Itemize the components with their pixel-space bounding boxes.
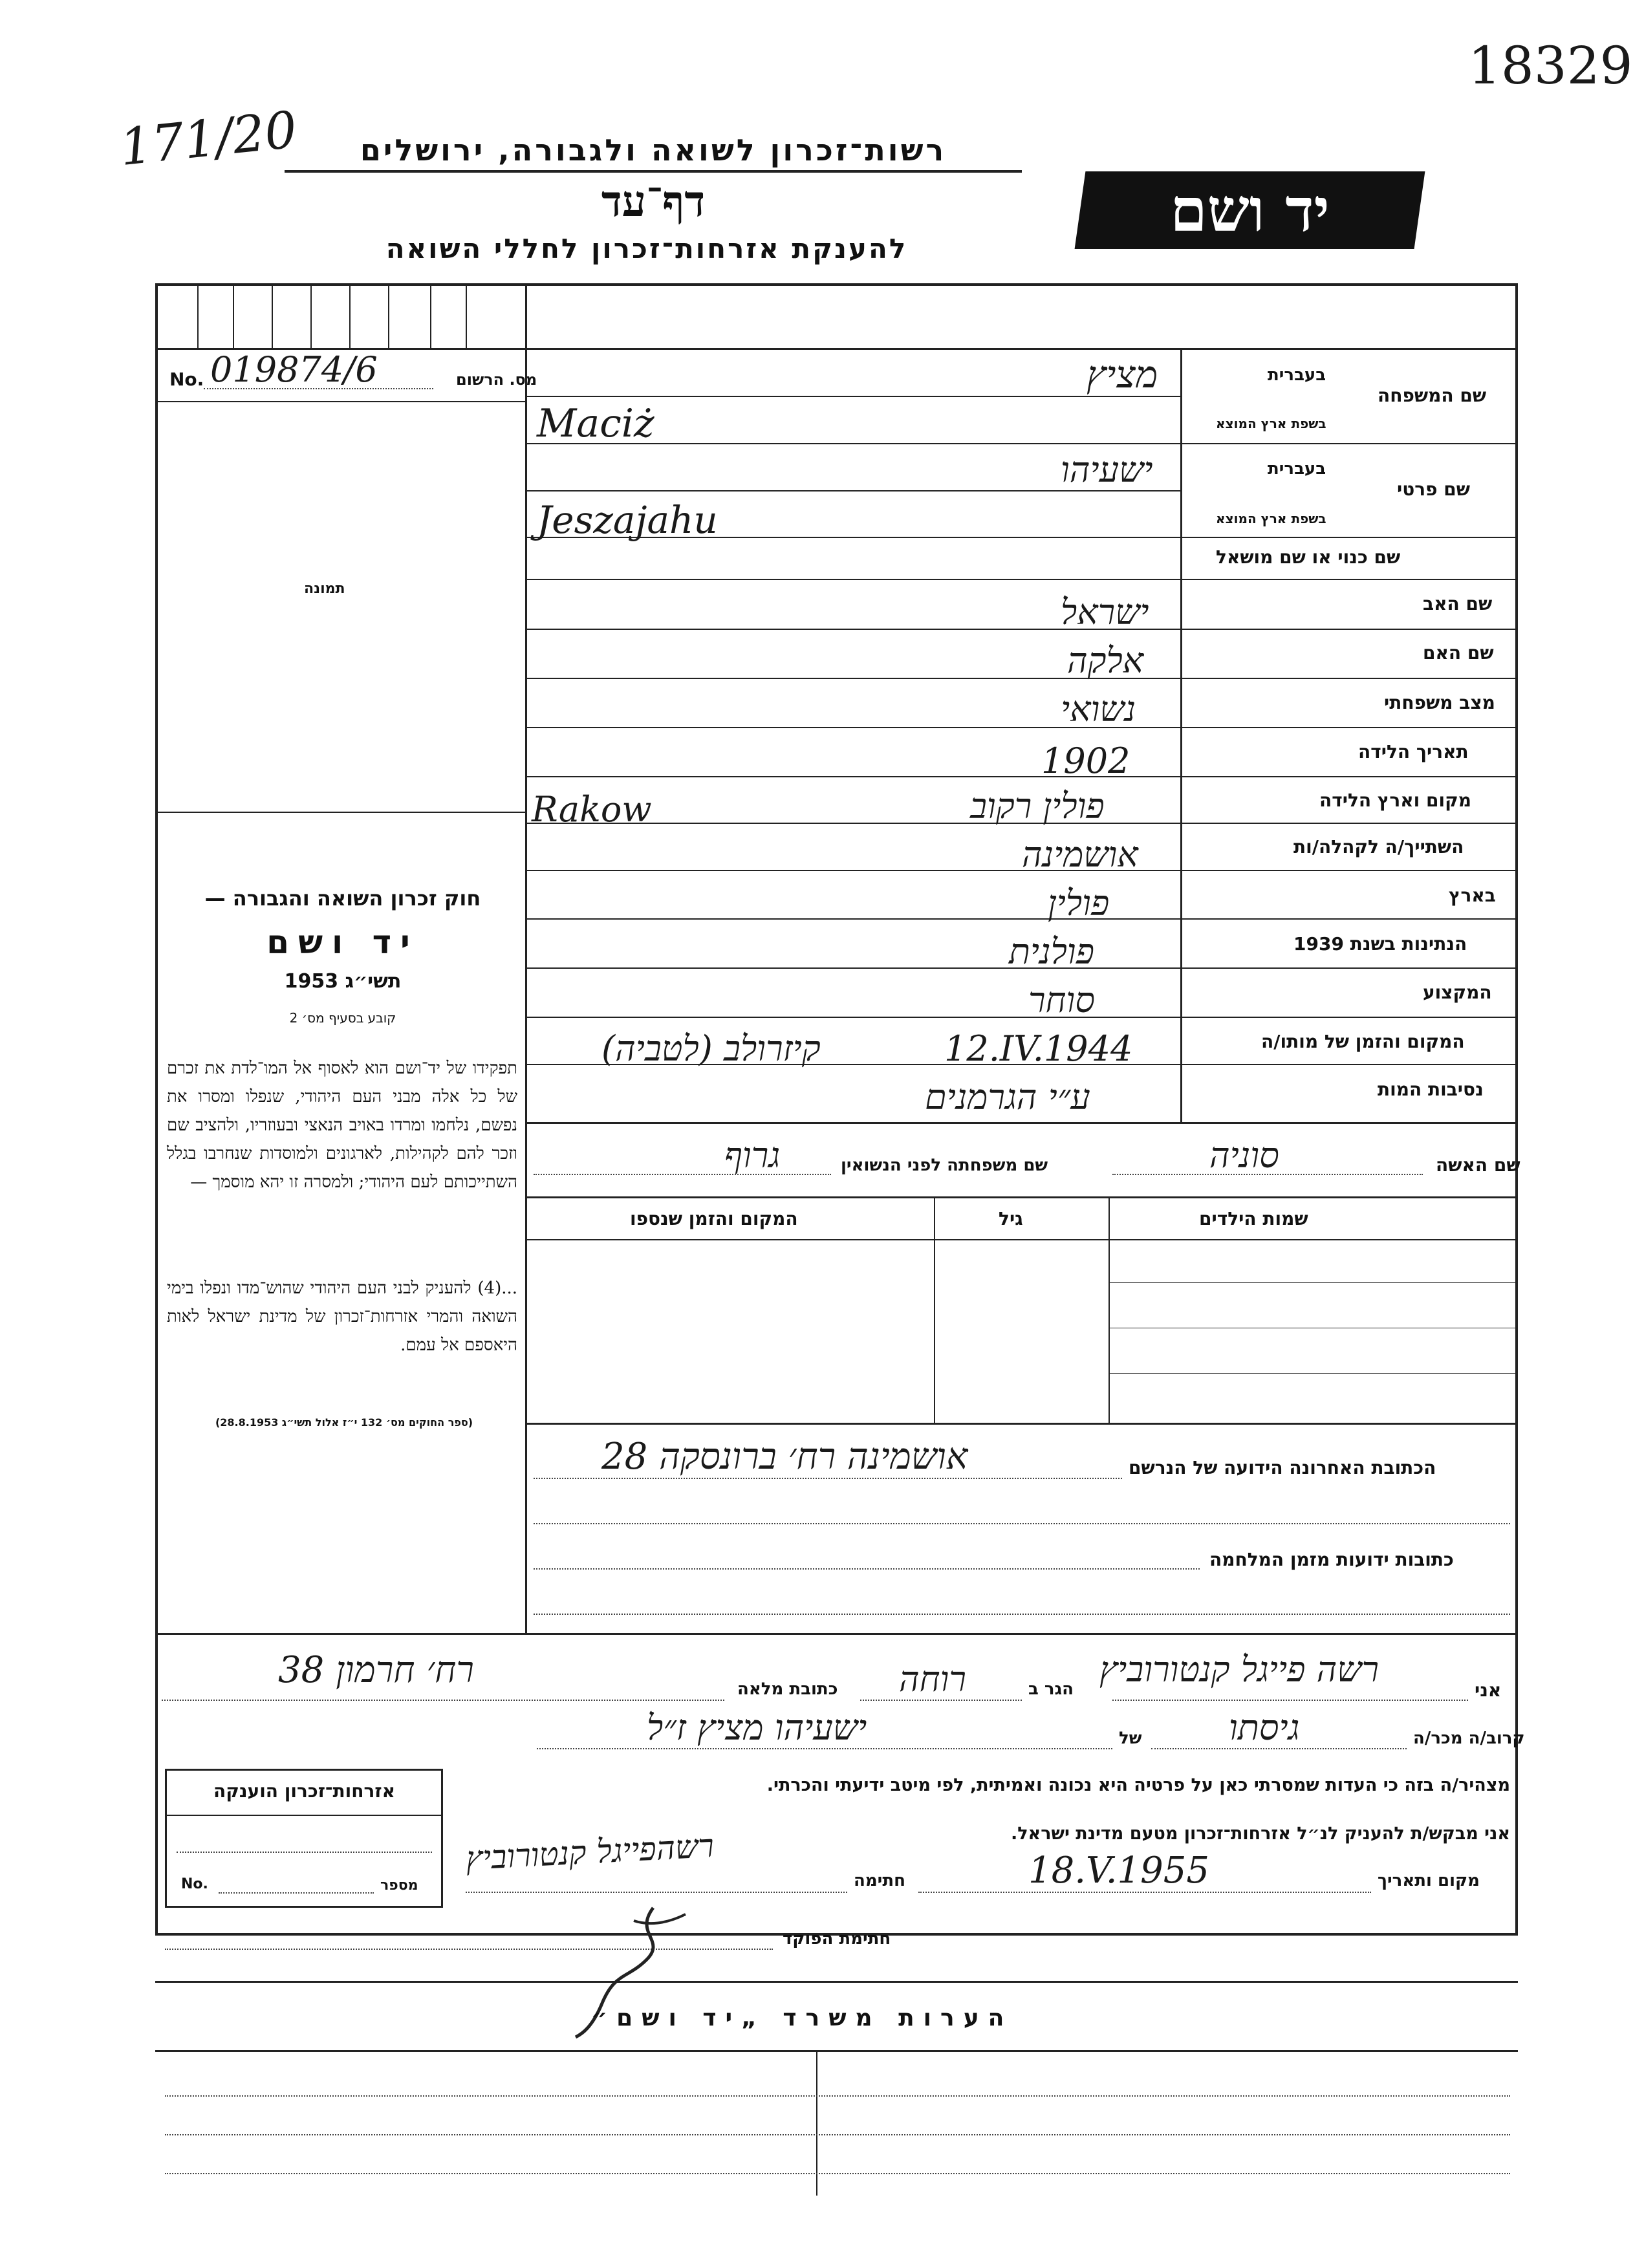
birthplace-latin-value: Rakow [532, 789, 652, 830]
death-date-value: 12.IV.1944 [944, 1028, 1133, 1069]
grant-no-label: No. [181, 1876, 208, 1892]
citizenship-value: פולנית [1009, 931, 1095, 972]
surname-native-sublabel: בשפת ארץ המוצא [1216, 416, 1326, 431]
grant-box-title: אזרחות־זכרון הוענקה [213, 1780, 395, 1802]
occupation-label: המקצוע [1423, 982, 1492, 1003]
community-value: אושמינה [1022, 834, 1138, 875]
surname-label: שם המשפחה [1378, 385, 1487, 406]
first-native-value: Jeszajahu [537, 498, 718, 542]
relation-label: קרוב/ה מכר/ה [1413, 1729, 1525, 1748]
mother-label: שם האם [1423, 642, 1494, 664]
grant-box [165, 1769, 443, 1908]
father-label: שם האב [1423, 593, 1493, 614]
authority-title: רשות־זכרון לשואה ולגבורה, ירושלים [285, 133, 1022, 173]
birthplace-label: מקום וארץ הלידה [1319, 790, 1471, 811]
maiden-label: שם משפחתה לפני הנשואין [841, 1156, 1048, 1175]
place-date-value: 18.V.1955 [1028, 1850, 1210, 1892]
surname-hebrew-sublabel: בעברית [1268, 365, 1326, 385]
first-hebrew-value: ישעיהו [1061, 449, 1153, 490]
cause-value: ע״י הגרמנים [925, 1077, 1090, 1118]
children-header-age: גיל [999, 1208, 1023, 1229]
occupation-value: סוחר [1028, 980, 1096, 1021]
last-address-label: הכתובת האחרונה הידועה של הנרשם [1129, 1457, 1436, 1478]
mother-value: אלקה [1067, 640, 1144, 681]
community-label: השתייך/ה לקהלה/ות [1293, 836, 1464, 858]
page-title: דף־עד [601, 176, 706, 226]
law-year: תשי״ג 1953 [284, 970, 402, 993]
statement-2: אני מבקש/ת להעניק לנ״ל אזרחות־זכרון מטעם מדינת ישראל. [1010, 1824, 1510, 1844]
marital-value: נשואי [1061, 689, 1136, 729]
law-source: (ספר החוקים מס׳ 132 י״ז אלול תשי״ג 28.8.1953) [215, 1416, 473, 1429]
registration-number: 019874/6 [210, 349, 378, 390]
maiden-value: גרוף [724, 1135, 781, 1176]
country-label: בארץ [1449, 885, 1496, 906]
citizenship-label: הנתינות בשנת 1939 [1293, 933, 1467, 955]
photo-label: תמונה [304, 581, 345, 597]
office-notes-title: הערות משרד „יד ושם״ [590, 2005, 1013, 2031]
law-name: יד ושם [266, 923, 419, 961]
death-place-value: קיזרולב (לטביה) [601, 1028, 821, 1069]
nickname-label: שם כנוי או שם מושאל [1216, 546, 1401, 568]
first-hebrew-sublabel: בעברית [1268, 459, 1326, 479]
children-header-names: שמות הילדים [1199, 1208, 1308, 1229]
declarant-i-label: אני [1475, 1679, 1502, 1701]
law-paragraph-2: ...(4) להעניק לבני העם היהודי שהוש־מדו ונפלו בימי השואה והמרי אזרחות־זכרון של מדינת ישראל לאות היאספם אל עמם. [167, 1279, 517, 1355]
surname-hebrew-value: מציץ [1087, 352, 1158, 396]
statement-1: מצהיר/ה בזה כי העדות שמסרתי כאן על פרטיה היא נכונה ואמיתית, לפי מיטב ידיעתי והכרתי. [766, 1775, 1510, 1795]
declarant-signature: רשהפייגל קנטורוביץ [464, 1826, 715, 1878]
grant-number-label: מספר [380, 1877, 418, 1894]
birthplace-value: פולין רקוב [970, 786, 1105, 826]
page-subtitle: להענקת אזרחות־זכרון לחללי השואה [385, 233, 908, 265]
surname-native-value: Maciż [537, 401, 654, 446]
birthdate-value: 1902 [1041, 740, 1130, 781]
signature-label: חתימה [854, 1871, 905, 1890]
law-title: חוק זכרון השואה והגבורה — [204, 886, 481, 911]
country-value: פולין [1048, 883, 1110, 923]
archive-note: 171/20 [117, 100, 300, 178]
first-native-sublabel: בשפת ארץ המוצא [1216, 511, 1326, 526]
wife-label: שם האשה [1436, 1154, 1520, 1176]
marital-label: מצב משפחתי [1384, 692, 1495, 713]
resident-label: הגר ב [1028, 1679, 1074, 1699]
cause-label: נסיבות המות [1378, 1079, 1484, 1100]
children-table [526, 1198, 1518, 1423]
law-paragraph-1: תפקידו של יד־ושם הוא לאסוף אל המו־לדת את זכרם של כל אלה מבני העם היהודי, שנפלו ומסרו את נפשם, נלחמו ומרדו באויב הנאצי ובעוזריו, ולהציב שם וזכר להם לקהילות, לארגונים ולמוסדות שנחרבו בגלל השתייכותם לעם היהודי; ולמסרה זו יהא מוסמך — [167, 1059, 517, 1192]
full-address-label: כתובת מלאה [737, 1679, 838, 1699]
wife-value: סוניה [1209, 1135, 1279, 1176]
corner-number: 18329 [1468, 36, 1633, 96]
relation-of-value: ישעיהו מציץ ז״ל [647, 1707, 867, 1748]
children-header-place: המקום והזמן שנספו [630, 1208, 798, 1229]
death-label: המקום והזמן של מותו/ה [1261, 1031, 1465, 1052]
registration-label: מס. הרשום [456, 371, 537, 389]
last-address-value: אושמינה רח׳ ברונסקה 28 [601, 1436, 968, 1478]
war-address-label: כתובות ידועות מזמן המלחמה [1209, 1549, 1454, 1570]
place-date-label: מקום ותאריך [1378, 1871, 1480, 1890]
official-signature-label: חתימת הפוקד [783, 1929, 891, 1949]
relation-of-label: של [1119, 1729, 1142, 1748]
birthdate-label: תאריך הלידה [1358, 741, 1469, 762]
declarant-name: רשה פייגל קנטורוביץ [1099, 1649, 1379, 1690]
logo-text: יד ושם [1170, 175, 1330, 245]
yad-vashem-logo [1075, 171, 1425, 249]
law-clause: קובע בסעיף מס׳ 2 [289, 1010, 396, 1026]
father-value: ישראל [1061, 592, 1149, 632]
relation-value: גיסתו [1229, 1707, 1300, 1748]
declarant-address: רח׳ חרמון 38 [278, 1649, 474, 1691]
registration-no-label: No. [169, 369, 204, 390]
first-name-label: שם פרטי [1397, 479, 1471, 500]
declarant-city: רוחה [899, 1659, 966, 1700]
